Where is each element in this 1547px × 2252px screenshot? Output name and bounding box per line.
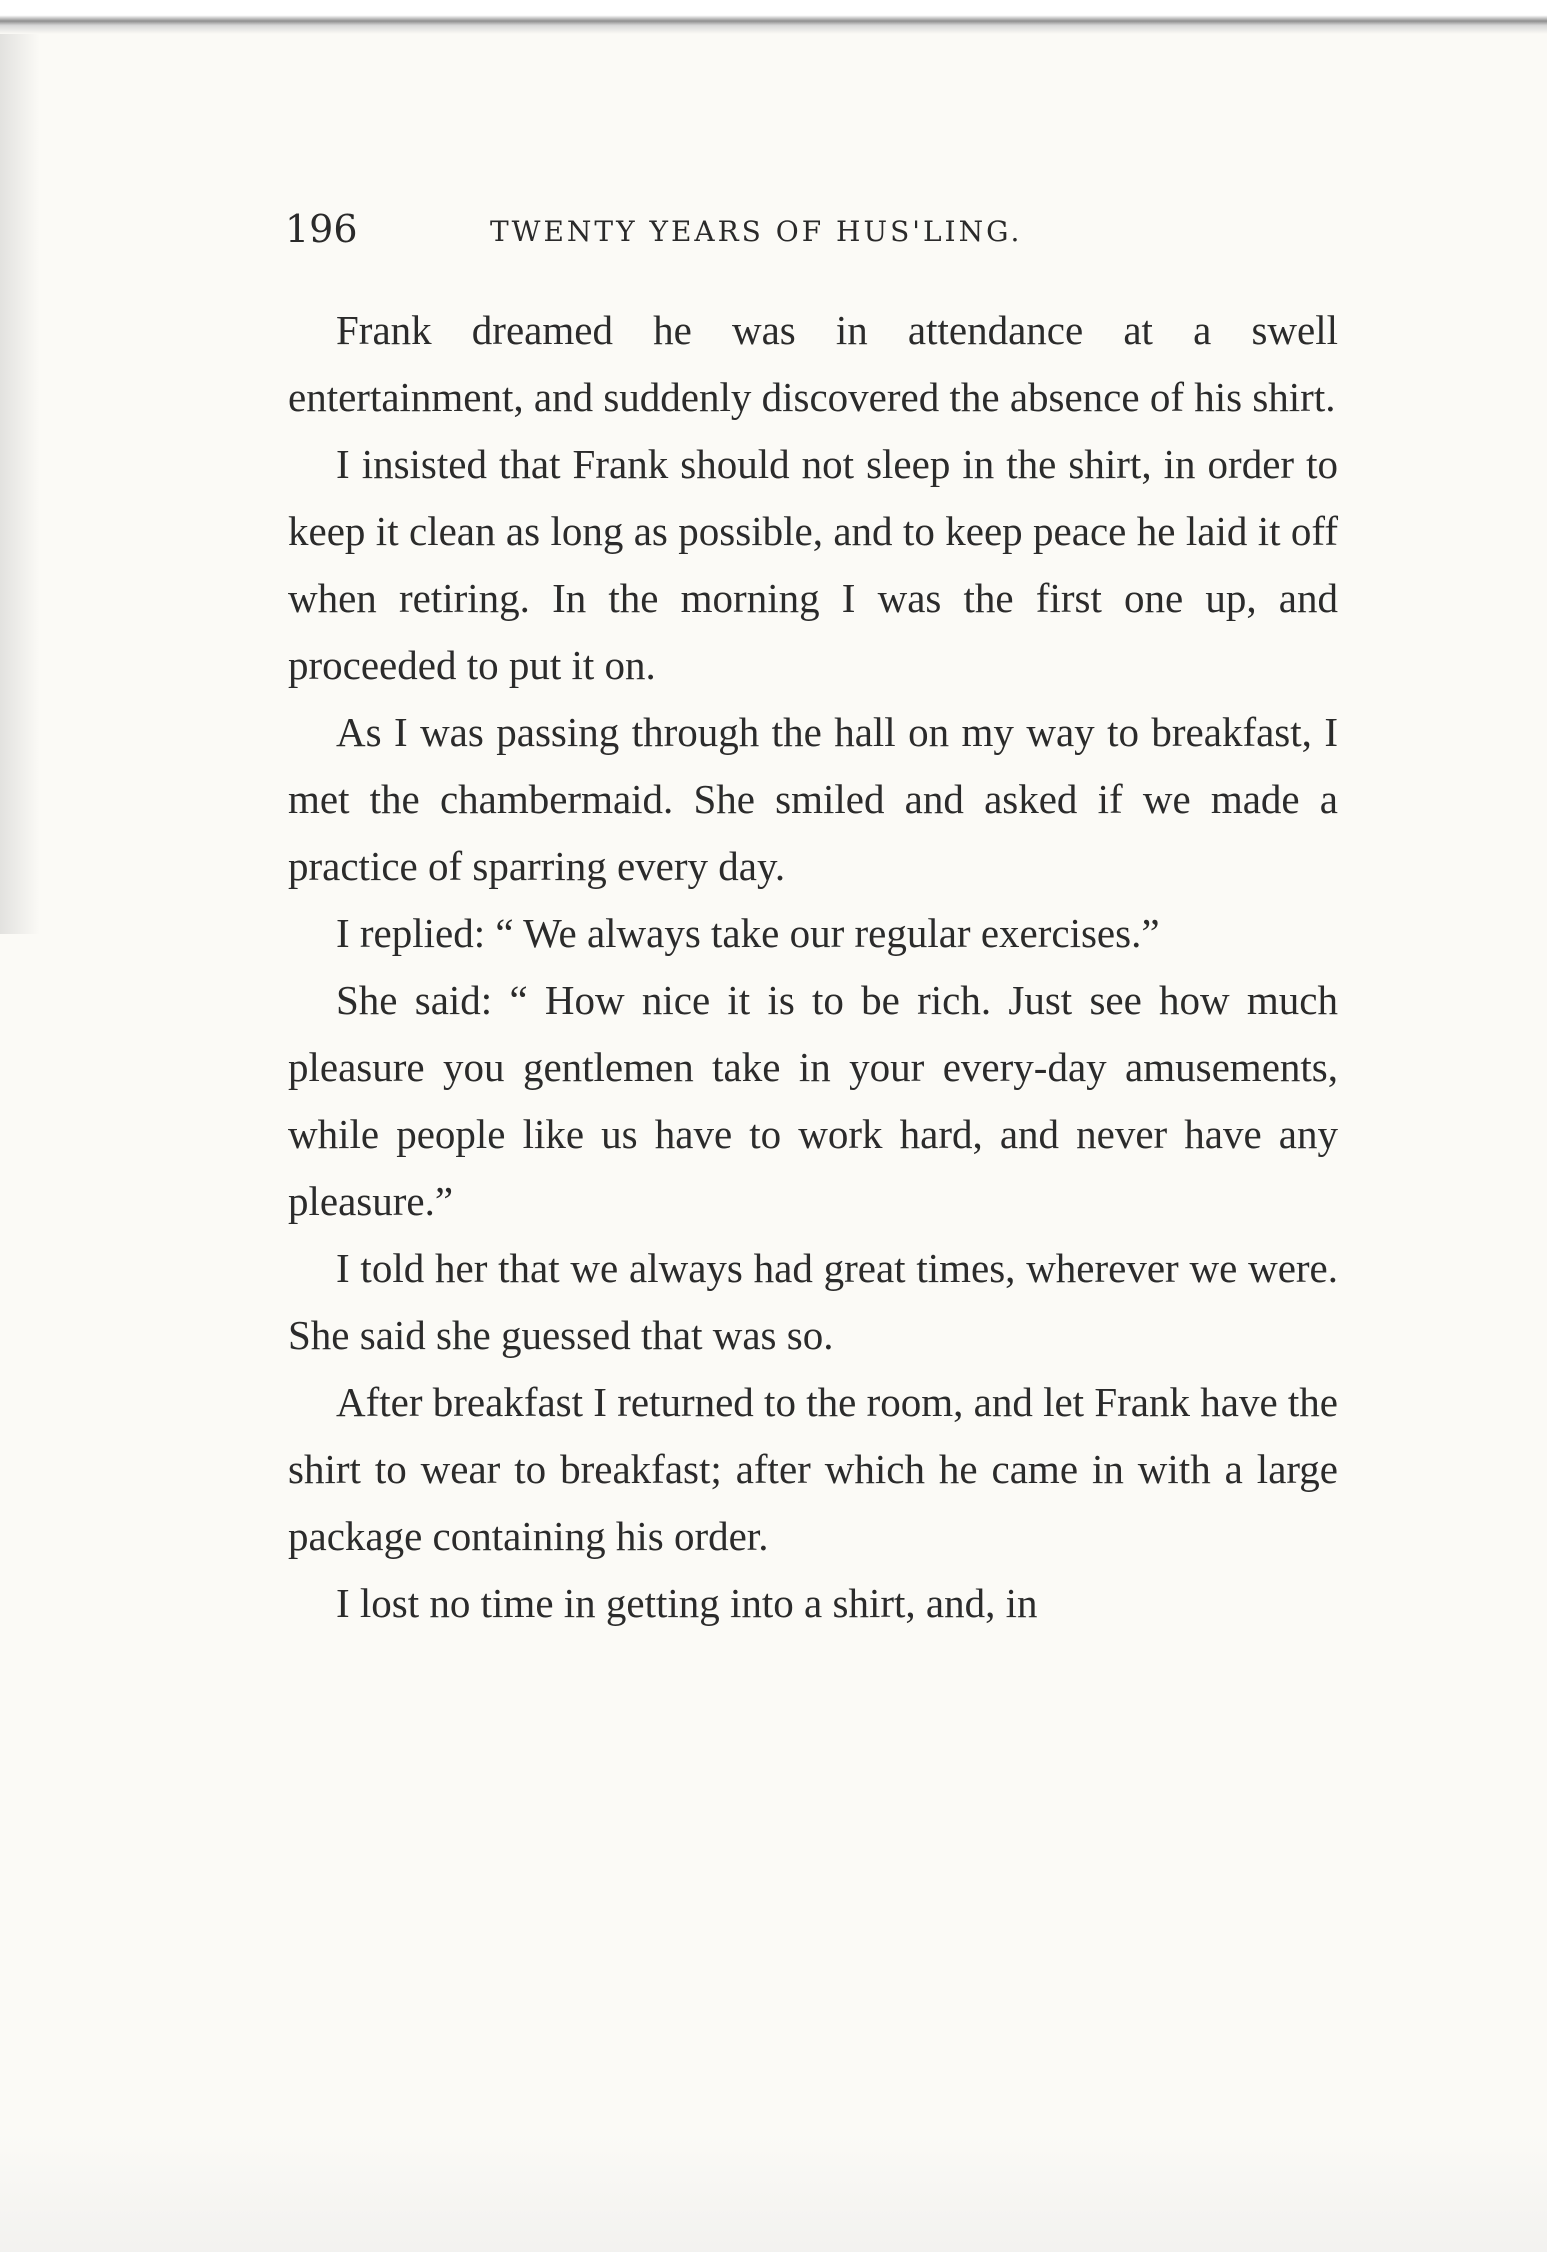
paragraph-4: I replied: “ We always take our regular exercises.”: [336, 910, 1160, 956]
paragraph-8: I lost no time in getting into a shirt, and, in: [336, 1580, 1038, 1626]
paragraph-6: I told her that we always had great times, wherever we were. She said she guessed that was so.: [288, 1245, 1338, 1358]
body-text: [288, 297, 1338, 2017]
paragraph-1: Frank dreamed he was in attendance at a swell entertainment, and suddenly discovered the absence of his shirt.: [288, 307, 1338, 420]
running-head: [285, 207, 1365, 267]
scan-bottom-edge: [0, 2132, 1547, 2252]
page-number: 196: [285, 207, 358, 251]
paragraph-2: I insisted that Frank should not sleep in the shirt, in order to keep it clean as long as possible, and to keep peace he laid it off when retiring. In the morning I was the first one up, and proceeded to put it on.: [288, 441, 1338, 688]
paragraph-3: As I was passing through the hall on my way to breakfast, I met the chambermaid. She smiled and asked if we made a practice of sparring every day.: [288, 709, 1338, 889]
scan-top-edge: [0, 0, 1547, 34]
paragraph-7: After breakfast I returned to the room, and let Frank have the shirt to wear to breakfast; after which he came in with a large package containing his order.: [288, 1379, 1338, 1559]
scan-left-shadow: [0, 34, 40, 934]
paragraph-5: She said: “ How nice it is to be rich. Just see how much pleasure you gentlemen take in your every-day amusements, while people like us have to work hard, and never have any pleasure.”: [288, 977, 1338, 1224]
running-title: TWENTY YEARS OF HUS'LING.: [490, 215, 1023, 248]
